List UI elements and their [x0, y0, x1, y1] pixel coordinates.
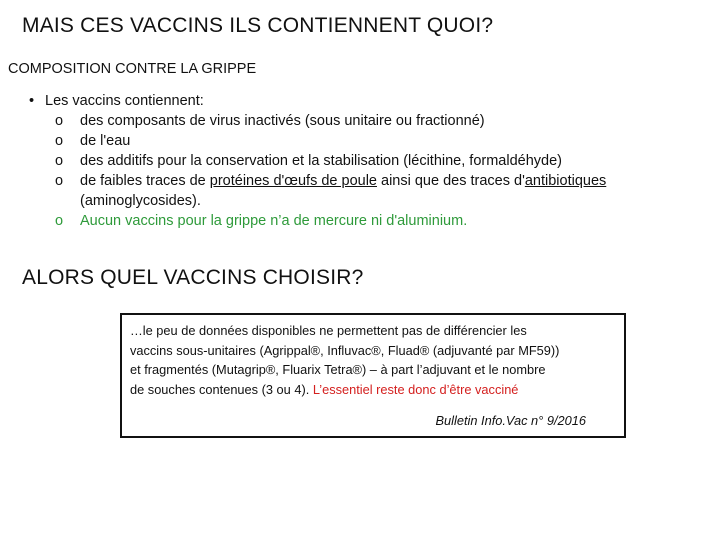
sub-bullet-item [27, 151, 707, 171]
underlined-text-antibiotics: antibiotiques [524, 173, 607, 189]
sub-bullet-text: de faibles traces de [80, 173, 210, 189]
quote-box [120, 313, 626, 438]
sub-bullet-text: des additifs pour la conservation et la stabilisation (lécithine, formaldéhyde) [80, 153, 562, 169]
sub-bullet-marker: o [55, 153, 64, 169]
sub-bullet-item [27, 171, 707, 191]
bullet-item [27, 91, 707, 111]
quote-line: vaccins sous-unitaires (Agrippal®, Influvac®, Fluad® (adjuvanté par MF59)) [130, 342, 560, 358]
quote-line: et fragmentés (Mutagrip®, Fluarix Tetra®) – à part l’adjuvant et le nombre [130, 362, 546, 377]
sub-bullet-item [27, 111, 707, 131]
sub-bullet-text: (aminoglycosides). [80, 193, 201, 209]
quote-text: de souches contenues (3 ou 4). [130, 381, 313, 397]
sub-bullet-text: Aucun vaccins pour la grippe n’a de mercure ni d'aluminium. [80, 213, 468, 229]
bullet-list [27, 91, 707, 231]
quote-line [130, 380, 616, 400]
sub-bullet-item-highlight [27, 211, 707, 231]
sub-bullet-marker: o [55, 113, 64, 129]
sub-bullet-marker: o [55, 173, 64, 189]
quote-line: …le peu de données disponibles ne permettent pas de différencier les [130, 323, 527, 338]
quote-source: Bulletin Info.Vac n° 9/2016 [435, 412, 586, 428]
sub-bullet-item [27, 131, 707, 151]
slide-title: MAIS CES VACCINS ILS CONTIENNENT QUOI? [22, 14, 494, 37]
sub-bullet-continuation [27, 191, 707, 211]
sub-bullet-text: des composants de virus inactivés (sous unitaire ou fractionné) [80, 113, 485, 129]
sub-bullet-text: ainsi que des traces d' [376, 173, 525, 189]
bullet-marker: • [29, 93, 35, 109]
sub-bullet-marker: o [55, 133, 64, 149]
underlined-text-eggs: protéines d'œufs de poule [209, 173, 377, 189]
sub-bullet-marker: o [55, 213, 64, 229]
bullet-text: Les vaccins contiennent: [45, 93, 204, 109]
section-title: ALORS QUEL VACCINS CHOISIR? [22, 266, 364, 289]
sub-bullet-text: de l'eau [80, 133, 131, 149]
quote-highlight: L’essentiel reste donc d’être vacciné [312, 381, 519, 397]
section-subtitle: COMPOSITION CONTRE LA GRIPPE [8, 61, 257, 77]
